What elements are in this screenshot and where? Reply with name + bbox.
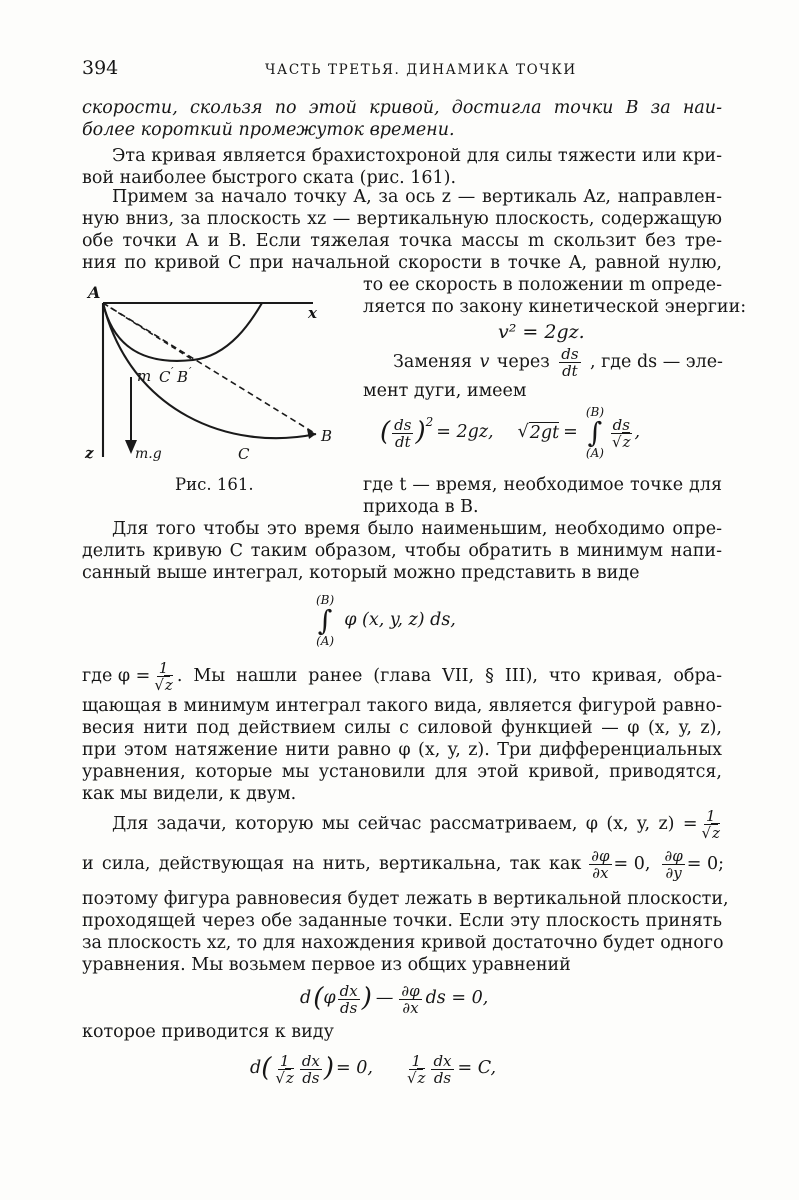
page-number: 394 [82,57,119,79]
para3-line1: Примем за начало точку A, за ось z — вертикаль Az, направлен- [112,187,722,207]
phi-den: √z [154,676,173,694]
sqrt-sign: √ [517,422,529,443]
gen-pdx: ∂x [402,998,419,1017]
gen-dphi-dx [399,983,421,1016]
gen-dphi: ∂φ [401,981,420,1000]
gen-ds: ds [340,998,358,1017]
label-b-prime: B [177,368,189,386]
replace-tail: , где ds — эле- [589,351,723,372]
para5-line5: уравнения, которые мы установили для этой кривой, приводятся, [82,762,722,782]
para6-line5: за плоскость xz, то для нахождения кривой достаточно будет одного [82,933,724,953]
gen-phi: φ [323,988,336,1009]
velocity-symbol: v [479,351,490,372]
integral-lower-limit: (A) [585,446,604,460]
after-integral-line1: где t — время, необходимое точке для [363,475,722,495]
gen-d: d [300,988,312,1009]
label-x: x [308,304,317,322]
fin-left-paren: ( [261,1053,272,1084]
fin-z: z [285,1068,294,1087]
para6-line2 [82,848,724,881]
para5-line2: щающая в минимум интеграл такого вида, является фигурой равно- [82,696,722,716]
right-paren: ) [415,417,426,448]
para3-line4: ния по кривой C при начальной скорости в точке A, равной нулю, [82,253,722,273]
after-integral-line2: прихода в B. [363,497,479,517]
dphi-dx-fraction [589,848,611,881]
lhs-dt: dt [394,432,411,451]
integral2-upper-limit: (B) [316,593,335,607]
fin-one-over-sqrtz [273,1053,295,1086]
para6-line1-text: Для задачи, которую мы сейчас рассматриваем, φ (x, y, z) = [112,813,698,834]
para2-line2: вой наиболее быстрого ската (рис. 161). [82,168,457,188]
para3-line2: ную вниз, за плоскость xz — вертикальную плоскость, содержащую [82,209,722,229]
para6-line1 [112,808,724,841]
label-b: B [321,427,333,445]
phi-sqrt-z: z [164,676,173,694]
para5-line1-rest: . Мы нашли ранее (глава VII, § III), что кривая, обра- [176,665,722,686]
integral-sign-2: (B) ∫ (A) [316,593,335,648]
lhs-fraction [392,417,413,450]
para4-line3: санный выше интеграл, который можно представить в виде [82,563,640,583]
label-c-prime: C [159,368,171,386]
fin2-dx-ds [431,1053,453,1086]
fin2-one: 1 [411,1051,421,1070]
label-force-mg: m.g [135,446,162,462]
dt-denominator: dt [562,362,578,380]
para4-line2: делить кривую C таким образом, чтобы обратить в минимум напи- [82,541,722,561]
fin-dx: dx [301,1051,320,1070]
general-equation [300,972,488,1026]
phi-value-den: √z [701,824,720,842]
gen-minus: — [375,988,394,1009]
integral-sign-1: (B) ∫ (A) [585,405,605,460]
running-title: ЧАСТЬ ТРЕТЬЯ. ДИНАМИКА ТОЧКИ [265,62,577,78]
para5-line3: весия нити под действием силы с силовой функцией — φ (x, y, z), [82,718,722,738]
sqrt-z: z [622,432,631,451]
para3-line3: обе точки A и B. Если тяжелая точка массы m скользит без тре- [82,231,722,251]
para6-line4: проходящей через обе заданные точки. Если эту плоскость принять [82,911,722,931]
fin-one: 1 [279,1051,290,1070]
action-integral [312,586,456,656]
phi-value-fraction [700,808,722,841]
fin-right-paren: ) [323,1053,335,1084]
fin2-sqrtz: √z [406,1068,426,1087]
equals-sign: = [563,422,578,443]
fin-dx-ds [300,1053,322,1086]
integral2-lower-limit: (A) [316,634,335,648]
rhs-2gz: = 2gz, [436,422,494,443]
fin-sqrtz: √z [275,1068,294,1087]
brachistochrone-figure [80,282,342,472]
gen-dx: dx [339,981,358,1000]
eq-zero-2: = 0; [686,853,724,874]
energy-equation: v² = 2gz. [498,321,585,343]
figure-caption: Рис. 161. [175,475,254,494]
para7: которое приводится к виду [82,1022,334,1042]
left-paren: ( [380,417,391,448]
para2-line1: Эта кривая является брахистохроной для силы тяжести или кри- [112,146,722,166]
square-exponent: 2 [425,415,434,429]
time-integral-equation [380,398,640,468]
phi-num: 1 [158,659,169,677]
gen-dx-ds [338,983,360,1016]
phi-value-sqrt-z: z [712,824,720,842]
fin-ds: ds [302,1068,320,1087]
dphi-dx-den: ∂x [592,864,609,882]
dphi-dx-num: ∂φ [591,847,610,865]
para3-line5: то ее скорость в положении m опреде- [363,275,722,295]
para6-line3: поэтому фигура равновесия будет лежать в вертикальной плоскости, [82,889,729,909]
dphi-dy-fraction [662,848,684,881]
fin2-z: z [417,1068,426,1087]
integrand-ds: ds [612,415,630,434]
label-c: C [238,445,250,463]
para3-line6: ляется по закону кинетической энергии: [363,297,747,317]
replace-via: через [496,351,550,372]
phi-fraction [152,660,174,693]
label-z: z [85,444,94,462]
integral-comma: , [634,422,641,443]
ds-dt-fraction [559,346,580,379]
para5-phi-def: где φ = [82,665,151,686]
para5-line4: при этом натяжение нити равно φ (x, y, z). Три дифференциальных [82,740,722,760]
dphi-dy-num: ∂φ [664,847,683,865]
fin-eqC: = C, [457,1058,497,1079]
replace-line2: мент дуги, имеем [363,381,527,401]
lhs-ds: ds [394,415,412,434]
sqrt-2gt: 2gt [529,422,560,443]
fin2-dx: dx [433,1051,452,1070]
fin2-one-over-sqrtz [405,1053,427,1086]
final-equations [250,1040,496,1098]
integral-upper-limit: (B) [585,405,605,419]
prime-mark-b: ′ [189,365,192,378]
para5-line6: как мы видели, к двум. [82,784,297,804]
prime-mark-c: ′ [171,365,174,378]
para6-line6: уравнения. Мы возьмем первое из общих уравнений [82,955,571,975]
para4-line1: Для того чтобы это время было наименьшим, необходимо опре- [112,519,722,539]
dphi-dy-den: ∂y [665,864,682,882]
ds-numerator: ds [561,345,579,363]
phi-value-num: 1 [705,807,716,825]
eq-zero-1: = 0, [613,853,651,874]
replace-word: Заменяя [393,351,473,372]
para6-line2-text: и сила, действующая на нить, вертикальна, так как [82,853,582,874]
gen-tail: ds = 0, [425,988,489,1009]
para1-line1: скорости, скользя по этой кривой, достигла точки B за наи- [82,98,722,118]
integrand-sqrt-z: √z [612,432,631,451]
para5-line1 [82,660,722,693]
gen-right-paren: ) [361,983,372,1014]
fin-eq0: = 0, [336,1058,373,1079]
label-a: A [88,283,101,302]
integrand-fraction [610,417,632,450]
label-m: m [137,367,152,385]
para1-line2: более короткий промежуток времени. [82,120,455,140]
gen-left-paren: ( [313,983,324,1014]
integral2-body: φ (x, y, z) ds, [344,610,456,631]
fin2-ds: ds [433,1068,452,1087]
replace-line1 [393,346,723,379]
fin-d: d [250,1058,262,1079]
